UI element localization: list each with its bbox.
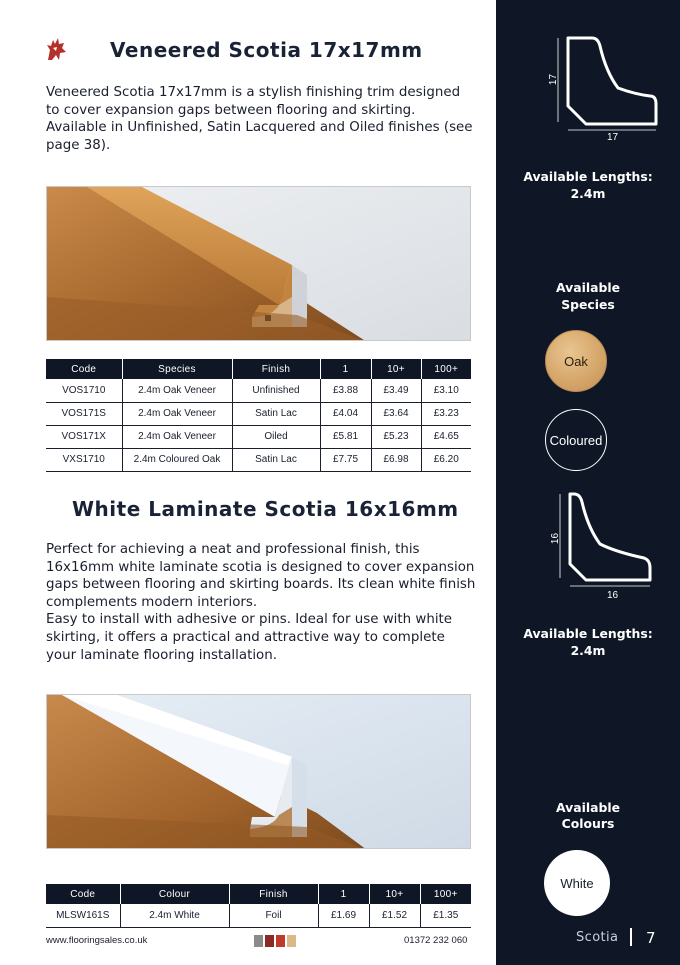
cell-code: VOS171X bbox=[46, 425, 122, 448]
cell-code: VXS1710 bbox=[46, 448, 122, 471]
page-divider bbox=[630, 928, 632, 946]
col-header-qty-100: 100+ bbox=[421, 359, 471, 379]
product2-photo bbox=[46, 694, 471, 849]
brand-logo-icon bbox=[44, 36, 68, 62]
table-row bbox=[46, 904, 471, 927]
table-header-row bbox=[46, 884, 471, 904]
col-header-qty-100: 100+ bbox=[420, 884, 471, 904]
profile2-width-label: 16 bbox=[607, 590, 619, 601]
footer-swatches-icon bbox=[254, 935, 298, 947]
cell-finish: Satin Lac bbox=[232, 402, 320, 425]
product2-price-table bbox=[46, 884, 471, 928]
colours-heading-line1: Available bbox=[556, 800, 620, 815]
species-oak-label: Oak bbox=[564, 353, 588, 369]
table-row bbox=[46, 425, 471, 448]
cell-price-100: £3.10 bbox=[421, 379, 471, 402]
cell-price-1: £1.69 bbox=[318, 904, 369, 927]
product1-description-text: Veneered Scotia 17x17mm is a stylish finishing trim designed to cover expansion gaps between flooring and skirting. Available in Unfinished, Satin Lacquered and Oiled finishes (see page 38). bbox=[46, 85, 473, 153]
cell-species: 2.4m Oak Veneer bbox=[122, 425, 232, 448]
col-header-code: Code bbox=[46, 359, 122, 379]
cell-colour: 2.4m White bbox=[120, 904, 229, 927]
colour-white-swatch bbox=[544, 850, 610, 916]
table-row bbox=[46, 379, 471, 402]
product2-description bbox=[46, 541, 476, 664]
col-header-qty-1: 1 bbox=[320, 359, 371, 379]
cell-finish: Foil bbox=[229, 904, 318, 927]
col-header-finish: Finish bbox=[229, 884, 318, 904]
table-header-row bbox=[46, 359, 471, 379]
species-coloured-swatch bbox=[545, 409, 607, 471]
product2-description-line-1: Perfect for achieving a neat and professional finish, this 16x16mm white laminate scotia is designed to cover expansion gaps between flooring and skirting boards. Its clean white finish complements modern interiors. bbox=[46, 542, 476, 610]
colour-white-label: White bbox=[560, 875, 594, 891]
table-row bbox=[46, 448, 471, 471]
swatch-red bbox=[265, 935, 274, 947]
footer-website[interactable]: www.flooringsales.co.uk bbox=[46, 935, 148, 946]
cell-price-100: £6.20 bbox=[421, 448, 471, 471]
product1-price-table bbox=[46, 359, 471, 472]
species-oak-swatch bbox=[545, 330, 607, 392]
swatch-brick bbox=[276, 935, 285, 947]
cell-price-1: £3.88 bbox=[320, 379, 371, 402]
section-label: Scotia bbox=[576, 930, 619, 945]
product2-description-line-2: Easy to install with adhesive or pins. Ideal for use with white skirting, it offers a practical and attractive way to complete your laminate flooring installation. bbox=[46, 612, 453, 663]
profile1-width-label: 17 bbox=[607, 132, 619, 143]
table-row bbox=[46, 402, 471, 425]
cell-finish: Unfinished bbox=[232, 379, 320, 402]
lengths1-heading: Available Lengths: bbox=[523, 169, 653, 184]
cell-code: VOS171S bbox=[46, 402, 122, 425]
cell-price-10: £3.49 bbox=[371, 379, 421, 402]
cell-price-10: £3.64 bbox=[371, 402, 421, 425]
colours-heading-line2: Colours bbox=[561, 816, 615, 831]
cell-finish: Oiled bbox=[232, 425, 320, 448]
cell-price-1: £7.75 bbox=[320, 448, 371, 471]
cell-species: 2.4m Coloured Oak bbox=[122, 448, 232, 471]
profile2-diagram-icon bbox=[554, 490, 664, 590]
cell-species: 2.4m Oak Veneer bbox=[122, 402, 232, 425]
species-heading-line2: Species bbox=[561, 297, 615, 312]
lengths2-value: 2.4m bbox=[570, 643, 606, 658]
col-header-qty-1: 1 bbox=[318, 884, 369, 904]
col-header-code: Code bbox=[46, 884, 120, 904]
cell-price-10: £5.23 bbox=[371, 425, 421, 448]
cell-finish: Satin Lac bbox=[232, 448, 320, 471]
cell-species: 2.4m Oak Veneer bbox=[122, 379, 232, 402]
profile2-height-label: 16 bbox=[550, 532, 562, 545]
footer-phone[interactable]: 01372 232 060 bbox=[404, 935, 468, 946]
cell-price-10: £1.52 bbox=[369, 904, 420, 927]
cell-price-100: £4.65 bbox=[421, 425, 471, 448]
product1-description bbox=[46, 84, 476, 154]
cell-price-100: £1.35 bbox=[420, 904, 471, 927]
col-header-qty-10: 10+ bbox=[371, 359, 421, 379]
col-header-finish: Finish bbox=[232, 359, 320, 379]
cell-code: MLSW161S bbox=[46, 904, 120, 927]
species-coloured-label: Coloured bbox=[549, 432, 603, 448]
sidebar bbox=[496, 0, 680, 965]
product1-title: Veneered Scotia 17x17mm bbox=[110, 38, 423, 62]
page-number: 7 bbox=[646, 929, 656, 947]
profile1-diagram-icon bbox=[554, 34, 664, 134]
cell-code: VOS1710 bbox=[46, 379, 122, 402]
col-header-species: Species bbox=[122, 359, 232, 379]
product2-title: White Laminate Scotia 16x16mm bbox=[72, 497, 459, 521]
swatch-grey bbox=[254, 935, 263, 947]
col-header-colour: Colour bbox=[120, 884, 229, 904]
profile1-height-label: 17 bbox=[548, 73, 560, 86]
lengths2-heading: Available Lengths: bbox=[523, 626, 653, 641]
cell-price-100: £3.23 bbox=[421, 402, 471, 425]
swatch-oak bbox=[287, 935, 296, 947]
col-header-qty-10: 10+ bbox=[369, 884, 420, 904]
lengths1-value: 2.4m bbox=[570, 186, 606, 201]
cell-price-1: £5.81 bbox=[320, 425, 371, 448]
cell-price-1: £4.04 bbox=[320, 402, 371, 425]
cell-price-10: £6.98 bbox=[371, 448, 421, 471]
product1-photo bbox=[46, 186, 471, 341]
species-heading-line1: Available bbox=[556, 280, 620, 295]
